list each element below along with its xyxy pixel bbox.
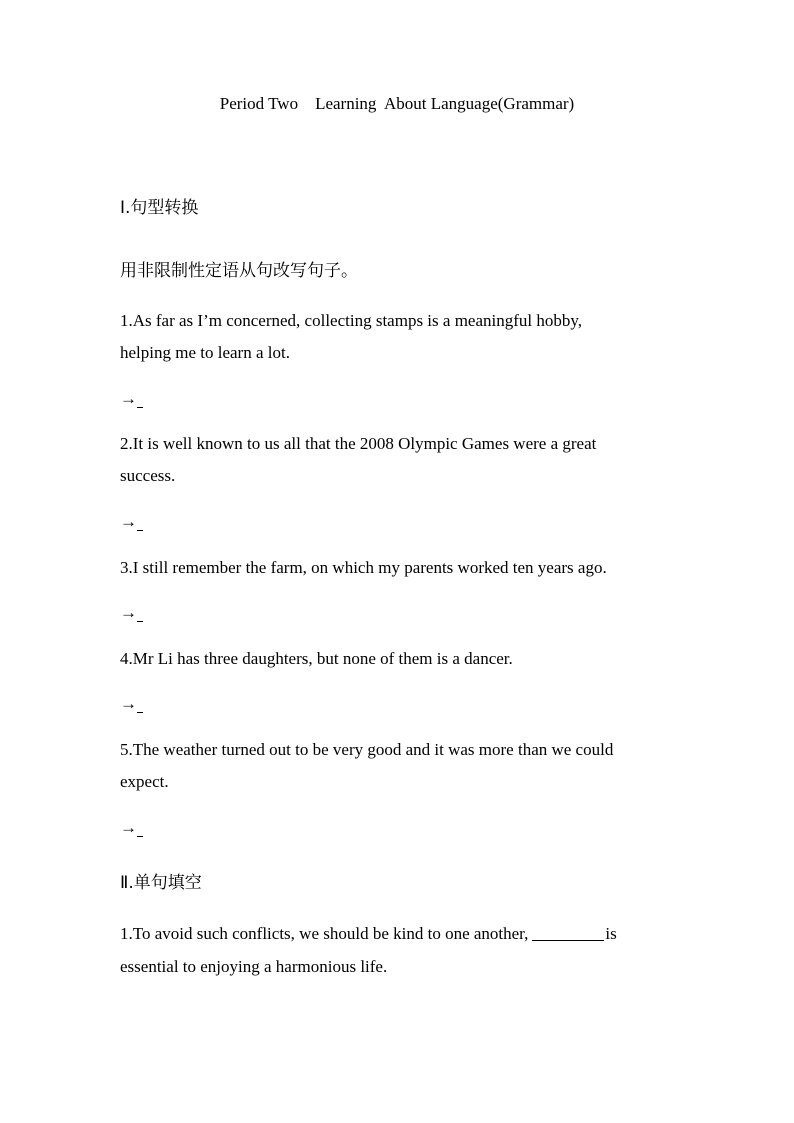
answer-line-3[interactable]: [120, 603, 143, 623]
fill-question-1-text-after: is: [605, 924, 617, 943]
answer-line-2[interactable]: [120, 512, 143, 532]
question-1-line-1: 1.As far as I’m concerned, collecting stamps is a meaningful hobby,: [120, 311, 583, 330]
arrow-icon: →: [120, 512, 137, 531]
arrow-icon: →: [120, 389, 137, 408]
answer-blank: [137, 407, 143, 408]
answer-blank: [137, 712, 143, 713]
answer-blank: [137, 621, 143, 622]
arrow-icon: →: [120, 694, 137, 713]
question-2-line-2: success.: [120, 466, 176, 485]
answer-line-5[interactable]: [120, 818, 143, 838]
page-title: Period Two Learning About Language(Grammar): [219, 94, 575, 113]
section-2-heading: Ⅱ.单句填空: [120, 873, 202, 893]
question-3-line-1: 3.I still remember the farm, on which my parents worked ten years ago.: [120, 558, 607, 577]
fill-blank[interactable]: [532, 926, 604, 941]
section-1-instruction: 用非限制性定语从句改写句子。: [120, 261, 358, 281]
fill-question-1-text: 1.To avoid such conflicts, we should be kind to one another,: [120, 924, 529, 943]
answer-line-1[interactable]: [120, 389, 143, 409]
question-2-line-1: 2.It is well known to us all that the 2008 Olympic Games were a great: [120, 434, 597, 453]
question-5-line-2: expect.: [120, 772, 169, 791]
question-4-line-1: 4.Mr Li has three daughters, but none of them is a dancer.: [120, 649, 513, 668]
arrow-icon: →: [120, 818, 137, 837]
question-1-line-2: helping me to learn a lot.: [120, 343, 290, 362]
question-5-line-1: 5.The weather turned out to be very good and it was more than we could: [120, 740, 614, 759]
answer-blank: [137, 530, 143, 531]
fill-question-1-line-1: [120, 924, 617, 944]
fill-question-1-line-2: essential to enjoying a harmonious life.: [120, 957, 388, 976]
answer-blank: [137, 836, 143, 837]
arrow-icon: →: [120, 603, 137, 622]
answer-line-4[interactable]: [120, 694, 143, 714]
section-1-heading: Ⅰ.句型转换: [120, 198, 199, 218]
